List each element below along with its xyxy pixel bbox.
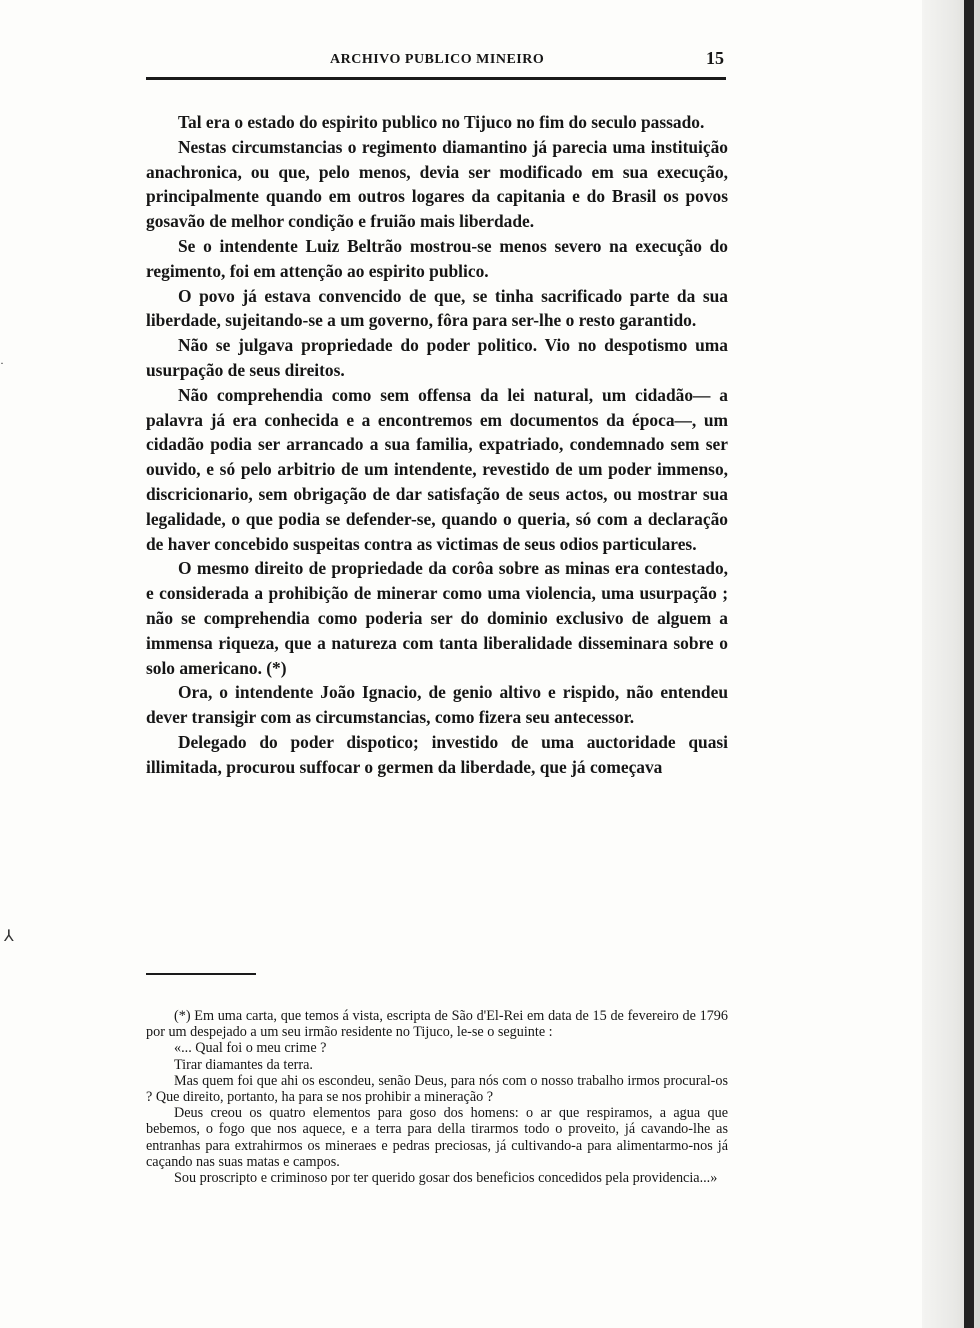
footnote-paragraph: Tirar diamantes da terra. [174, 1056, 313, 1073]
margin-mark: ⅄ [4, 928, 14, 945]
footnote-paragraph: Deus creou os quatro elementos para goso dos homens: o ar que respiramos, a agua que bebemos, o fogo que nos aquece, e a terra para della tirarmos todo o proveito, já cavando-lhe as entranhas para extrahirmos os mineraes e pedras preciosas, já cultivando-a para alimentarmo-nos já caçando nas suas matas e campos. [146, 1105, 728, 1170]
paragraph: O mesmo direito de propriedade da corôa sobre as minas era contestado, e considerada a prohibição de minerar como uma violencia, uma usurpação ; não se comprehendia como poderia ser do dominio exclusivo de alguem a immensa riqueza, que a natureza com tanta liberalidade disseminara sobre o solo americano. (*) [146, 558, 728, 678]
main-text [146, 110, 728, 780]
paragraph: Se o intendente Luiz Beltrão mostrou-se menos severo na execução do regimento, foi em attenção ao espirito publico. [146, 235, 728, 281]
paragraph: Ora, o intendente João Ignacio, de genio altivo e rispido, não entendeu dever transigir com as circumstancias, como fizera seu antecessor. [146, 682, 728, 728]
footnote-paragraph: Sou proscripto e criminoso por ter querido gosar dos beneficios concedidos pela providencia...» [174, 1170, 718, 1187]
page-header [146, 48, 726, 74]
paragraph: Tal era o estado do espirito publico no Tijuco no fim do seculo passado. [178, 112, 705, 132]
paragraph: Não se julgava propriedade do poder politico. Vio no despotismo uma usurpação de seus direitos. [146, 335, 728, 380]
footnotes [146, 1008, 728, 1186]
footnote-paragraph: (*) Em uma carta, que temos á vista, escripta de São d'El-Rei em data de 15 de fevereiro de 1796 por um despejado a um seu irmão residente no Tijuco, le-se o seguinte : [146, 1008, 728, 1041]
header-rule [146, 77, 726, 80]
paragraph: Nestas circumstancias o regimento diamantino já parecia uma instituição anachronica, ou que, pelo menos, devia ser modificado em sua execução, principalmente quando em outros logares da capitania e do Brasil os povos gosavão de melhor condição e fruião mais liberdade. [146, 136, 728, 232]
page-number: 15 [706, 48, 724, 68]
paragraph: O povo já estava convencido de que, se tinha sacrificado parte da sua liberdade, sujeitando-se a um governo, fôra para ser-lhe o resto garantido. [146, 285, 728, 331]
page-edge-shadow [922, 0, 980, 1328]
footnote-paragraph: Mas quem foi que ahi os escondeu, senão Deus, para nós com o nosso trabalho irmos procural-os ? Que direito, portanto, ha para se nos prohibir a mineração ? [146, 1072, 728, 1106]
running-title: ARCHIVO PUBLICO MINEIRO [330, 52, 545, 67]
footnote-paragraph: «... Qual foi o meu crime ? [174, 1040, 327, 1057]
paragraph: Delegado do poder dispotico; investido de uma auctoridade quasi illimitada, procurou suffocar o germen da liberdade, que já começava [146, 731, 728, 777]
paragraph: Não comprehendia como sem offensa da lei natural, um cidadão— a palavra já era conhecida e a encontremos em documentos da época—, um cidadão podia ser arrancado a sua familia, expatriado, condemnado sem ser ouvido, e só pelo arbitrio de um intendente, revestido de um poder immenso, discricionario, sem obrigação de dar satisfação de seus actos, ou mostrar sua legalidade, o que podia se defender-se, quando o queria, só com a declaração de haver concebido suspeitas contra as victimas de seus odios particulares. [146, 384, 728, 554]
footnote-rule [146, 973, 256, 975]
margin-mark: · [0, 356, 4, 370]
